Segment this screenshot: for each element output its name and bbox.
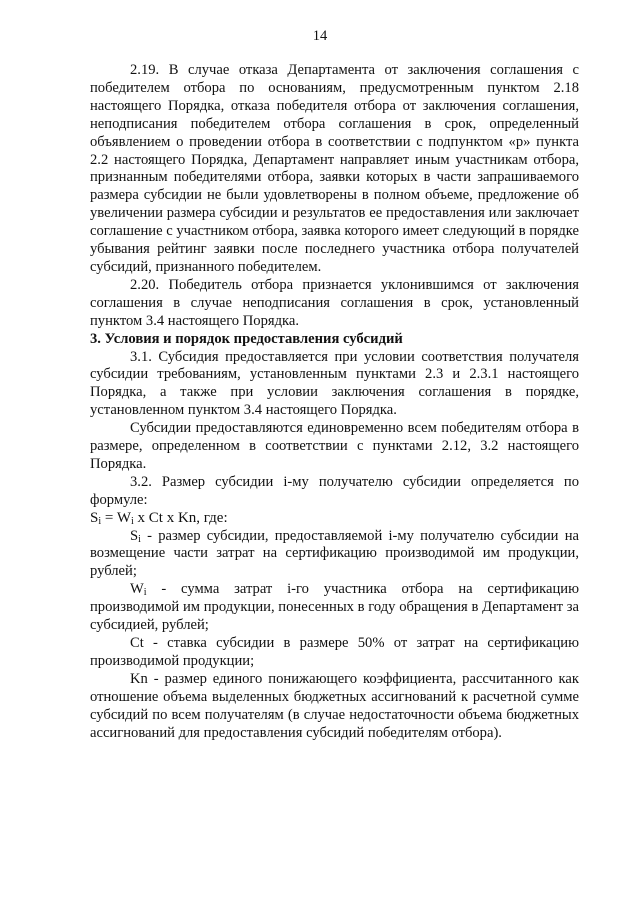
formula-s-sub: i xyxy=(98,515,102,527)
subsidy-formula xyxy=(90,510,579,528)
definition-wi xyxy=(90,581,579,635)
formula-s: S xyxy=(90,509,99,526)
def-wi-symbol: W xyxy=(130,581,144,598)
formula-w-sub: i xyxy=(130,515,134,527)
formula-rest: x Ct x Kn, где: xyxy=(133,509,228,526)
def-si-symbol: S xyxy=(130,527,139,544)
paragraph-3-1: 3.1. Субсидия предоставляется при условии соответствия получателя субсидии требованиям, установленным пунктами 2.3 и 2.3.1 настоящего Порядка, а также при условии заключения соглашения в порядке, установленном пунктом 3.4 настоящего Порядка. xyxy=(90,348,579,419)
definition-ct: Ct - ставка субсидии в размере 50% от затрат на сертификацию производимой продукции; xyxy=(90,635,579,669)
formula-eq-w: = W xyxy=(101,509,131,526)
document-body xyxy=(90,62,579,742)
paragraph-3-1-subsidies: Субсидии предоставляются единовременно всем победителям отбора в размере, определенном в соответствии с пунктами 2.12, 3.2 настоящего Порядка. xyxy=(90,420,579,472)
def-si-sub: i xyxy=(138,533,141,545)
def-si-text: - размер субсидии, предоставляемой i-му получателю субсидии на возмещение части затрат на сертификацию производимой им продукции, рублей; xyxy=(90,527,579,580)
paragraph-2-20: 2.20. Победитель отбора признается уклонившимся от заключения соглашения в случае неподписания соглашения в срок, установленный пунктом 3.4 настоящего Порядка. xyxy=(90,276,579,329)
def-wi-text: - сумма затрат i-го участника отбора на сертификацию производимой им продукции, понесенных в году обращения в Департамент за субсидией, рублей; xyxy=(90,581,579,634)
paragraph-2-19: 2.19. В случае отказа Департамента от заключения соглашения с победителем отбора по основаниям, предусмотренным пунктом 2.18 настоящего Порядка, отказа победителя отбора от заключения соглашения, неподписания победителем отбора соглашения в срок, определенный объявлением о проведении отбора в соответствии с подпунктом «р» пункта 2.2 настоящего Порядка, Департамент направляет иным участникам отбора, признанным победителями отбора, заявки которых в части запрашиваемого размера субсидии не были удовлетворены в полном объеме, предложение об увеличении размера субсидии и результатов ее предоставления или заключает соглашение с участником отбора, заявка которого имеет следующий в порядке убывания рейтинг заявки после последнего участника отбора получателей субсидий, признанного победителем. xyxy=(90,62,579,275)
definition-si xyxy=(90,528,579,582)
page-number: 14 xyxy=(312,28,328,44)
definition-kn: Kn - размер единого понижающего коэффициента, рассчитанного как отношение объема выделенных бюджетных ассигнований к расчетной сумме субсидий по всем получателям (в случае недостаточности объема бюджетных ассигнований для предоставления субсидий победителям отбора). xyxy=(90,670,579,741)
def-wi-sub: i xyxy=(143,587,147,599)
section-3-heading: 3. Условия и порядок предоставления субсидий xyxy=(90,330,403,347)
paragraph-3-2: 3.2. Размер субсидии i-му получателю субсидии определяется по формуле: xyxy=(90,473,579,508)
